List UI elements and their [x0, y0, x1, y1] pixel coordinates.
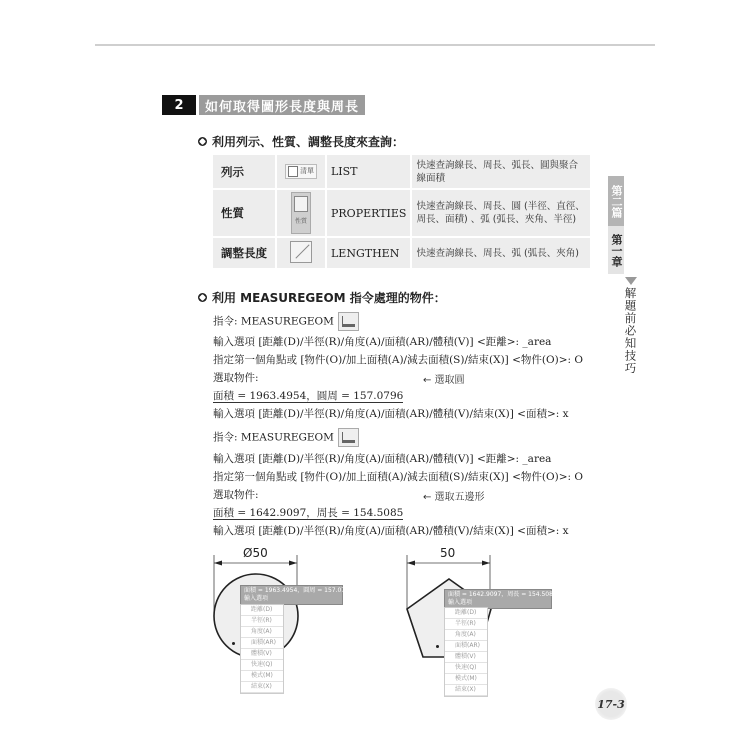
triangle-down-icon — [625, 277, 637, 285]
table-row — [213, 189, 590, 237]
pentagon-options-menu — [444, 607, 488, 697]
menu-item[interactable]: 距離(D) — [241, 605, 283, 616]
command-table — [213, 155, 590, 270]
heading-text: 利用列示、性質、調整長度來查詢： — [212, 135, 405, 149]
command-line: 指令: MEASUREGEOM — [213, 312, 359, 331]
menu-item[interactable]: 快速(Q) — [445, 663, 487, 674]
list-icon: 清單 — [285, 164, 317, 179]
command-line: 指令: MEASUREGEOM — [213, 428, 359, 447]
menu-item[interactable]: 結束(X) — [445, 685, 487, 696]
lengthen-icon — [290, 241, 312, 263]
hint-select-pentagon: ← 選取五邊形 — [423, 492, 485, 503]
row-command: LIST — [326, 155, 411, 189]
circle-tooltip: 面積 = 1963.4954，圓周 = 157.0796 輸入選項 — [240, 585, 343, 605]
properties-icon: 性質 — [291, 192, 311, 234]
circle-options-menu — [240, 604, 284, 694]
table-row — [213, 237, 590, 269]
section-header — [162, 95, 365, 115]
chapter-side-tab — [608, 176, 653, 375]
circle-dimension: Ø50 — [243, 546, 268, 560]
command-line: 輸入選項 [距離(D)/半徑(R)/角度(A)/面積(AR)/體積(V)/結束(X)] <面積>: x — [213, 525, 569, 537]
menu-item-selected[interactable]: 面積(AR) — [445, 641, 487, 652]
pentagon-tooltip: 面積 = 1642.9097，周長 = 154.5085 輸入選項 — [444, 589, 552, 609]
measuregeom-icon — [338, 428, 359, 447]
side-chapter-title: 解題前必知技巧 — [623, 287, 638, 375]
row-name: 列示 — [213, 155, 276, 189]
menu-item[interactable]: 角度(A) — [445, 630, 487, 641]
measuregeom-icon — [338, 312, 359, 331]
menu-item[interactable]: 半徑(R) — [241, 616, 283, 627]
row-description: 快速查詢線長、周長、圓 (半徑、直徑、周長、面積) 、弧 (弧長、夾角、半徑) — [411, 189, 590, 237]
menu-item[interactable]: 體積(V) — [445, 652, 487, 663]
menu-item[interactable]: 模式(M) — [241, 671, 283, 682]
command-line: 輸入選項 [距離(D)/半徑(R)/角度(A)/面積(AR)/體積(V)/結束(X)] <面積>: x — [213, 408, 569, 420]
menu-item[interactable]: 距離(D) — [445, 608, 487, 619]
circle-figure — [200, 545, 370, 695]
row-name: 調整長度 — [213, 237, 276, 269]
page-number: 17-3 — [595, 688, 627, 720]
bullet-icon — [198, 137, 207, 146]
command-line: 輸入選項 [距離(D)/半徑(R)/角度(A)/面積(AR)/體積(V)] <距離>: _area — [213, 453, 552, 465]
row-description: 快速查詢線長、周長、弧 (弧長、夾角) — [411, 237, 590, 269]
row-name: 性質 — [213, 189, 276, 237]
command-line: 選取物件: — [213, 372, 259, 384]
side-part-label: 第二篇 — [608, 176, 624, 226]
pentagon-dimension: 50 — [440, 546, 456, 560]
row-command: PROPERTIES — [326, 189, 411, 237]
menu-item[interactable]: 快速(Q) — [241, 660, 283, 671]
result-line: 面積 = 1963.4954，圓周 = 157.0796 — [213, 390, 404, 402]
command-line: 選取物件: — [213, 489, 259, 501]
top-rule — [95, 44, 655, 46]
heading-measuregeom — [198, 289, 446, 306]
hint-select-circle: ← 選取圓 — [423, 375, 465, 386]
bullet-icon — [198, 293, 207, 302]
menu-item[interactable]: 角度(A) — [241, 627, 283, 638]
menu-item-selected[interactable]: 面積(AR) — [241, 638, 283, 649]
row-description: 快速查詢線長、周長、弧長、圓與聚合線面積 — [411, 155, 590, 189]
section-title: 如何取得圖形長度與周長 — [199, 95, 365, 115]
section-number: 2 — [162, 95, 196, 115]
menu-item[interactable]: 模式(M) — [445, 674, 487, 685]
table-row — [213, 155, 590, 189]
command-line: 指定第一個角點或 [物件(O)/加上面積(A)/減去面積(S)/結束(X)] <物件(O)>: O — [213, 354, 583, 366]
result-line: 面積 = 1642.9097，周長 = 154.5085 — [213, 507, 404, 519]
side-chapter-label: 第一章 — [608, 226, 624, 274]
menu-item[interactable]: 半徑(R) — [445, 619, 487, 630]
command-line: 輸入選項 [距離(D)/半徑(R)/角度(A)/面積(AR)/體積(V)] <距離>: _area — [213, 336, 552, 348]
heading-text: 利用 MEASUREGEOM 指令處理的物件： — [212, 291, 446, 305]
command-line: 指定第一個角點或 [物件(O)/加上面積(A)/減去面積(S)/結束(X)] <物件(O)>: O — [213, 471, 583, 483]
menu-item[interactable]: 體積(V) — [241, 649, 283, 660]
menu-item[interactable]: 結束(X) — [241, 682, 283, 693]
row-command: LENGTHEN — [326, 237, 411, 269]
heading-list-properties — [198, 133, 404, 150]
